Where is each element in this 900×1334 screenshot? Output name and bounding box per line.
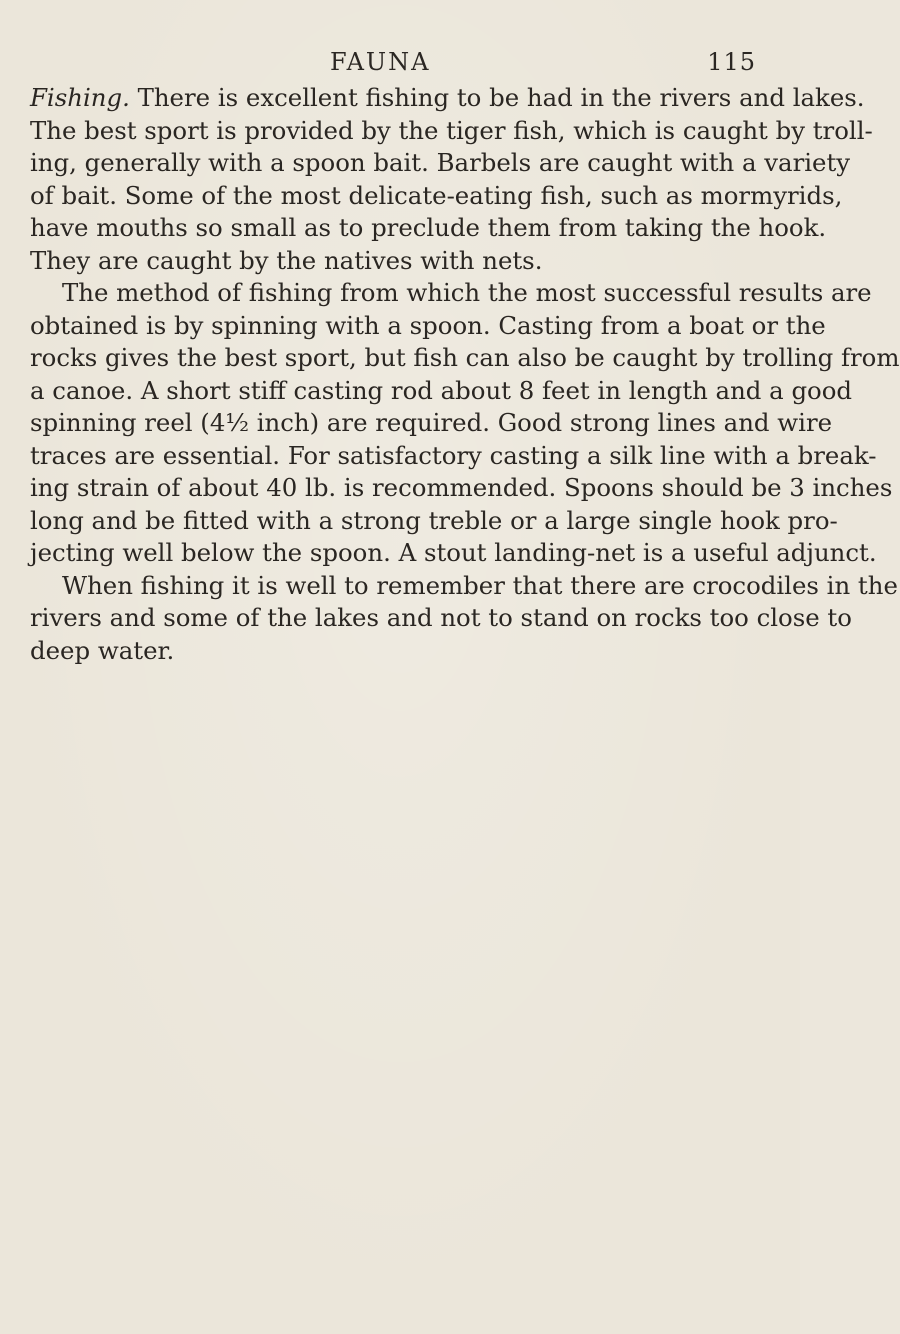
text-line-15: jecting well below the spoon. A stout landing-net is a useful adjunct. [30, 538, 877, 567]
text-line-8: obtained is by spinning with a spoon. Casting from a boat or the [30, 310, 826, 340]
body-text [30, 82, 900, 667]
text-line-5: have mouths so small as to preclude them from taking the hook. [30, 213, 827, 242]
text-line-12: traces are essential. For satisfactory casting a silk line with a break- [30, 440, 877, 470]
text-line-17: rivers and some of the lakes and not to stand on rocks too close to [30, 603, 852, 632]
text-line-9: rocks gives the best sport, but fish can also be caught by trolling from [30, 343, 900, 372]
text-line-11: spinning reel (4½ inch) are required. Good strong lines and wire [30, 408, 833, 437]
text-line-7: The method of fishing from which the most successful results are [62, 278, 872, 307]
page-number: 115 [707, 48, 756, 76]
text-line-3: ing, generally with a spoon bait. Barbels are caught with a variety [30, 148, 851, 177]
text-line-16: When fishing it is well to remember that there are crocodiles in the [62, 570, 898, 600]
text-line-13: ing strain of about 40 lb. is recommended. Spoons should be 3 inches [30, 473, 893, 502]
running-title: FAUNA [330, 48, 431, 76]
text-line-2: The best sport is provided by the tiger fish, which is caught by troll- [30, 115, 873, 145]
text-line-14: long and be fitted with a strong treble or a large single hook pro- [30, 505, 838, 535]
text-line-4: of bait. Some of the most delicate-eating fish, such as mormyrids, [30, 180, 843, 210]
page-header [0, 48, 800, 82]
text-line-1 [30, 82, 865, 115]
text-line-18: deep water. [30, 635, 175, 665]
section-lead-word: Fishing. [30, 83, 130, 112]
text-line-6: They are caught by the natives with nets. [30, 245, 543, 275]
text-line-10: a canoe. A short stiff casting rod about 8 feet in length and a good [30, 375, 853, 405]
text-line-1-rest: There is excellent fishing to be had in the rivers and lakes. [129, 83, 865, 112]
